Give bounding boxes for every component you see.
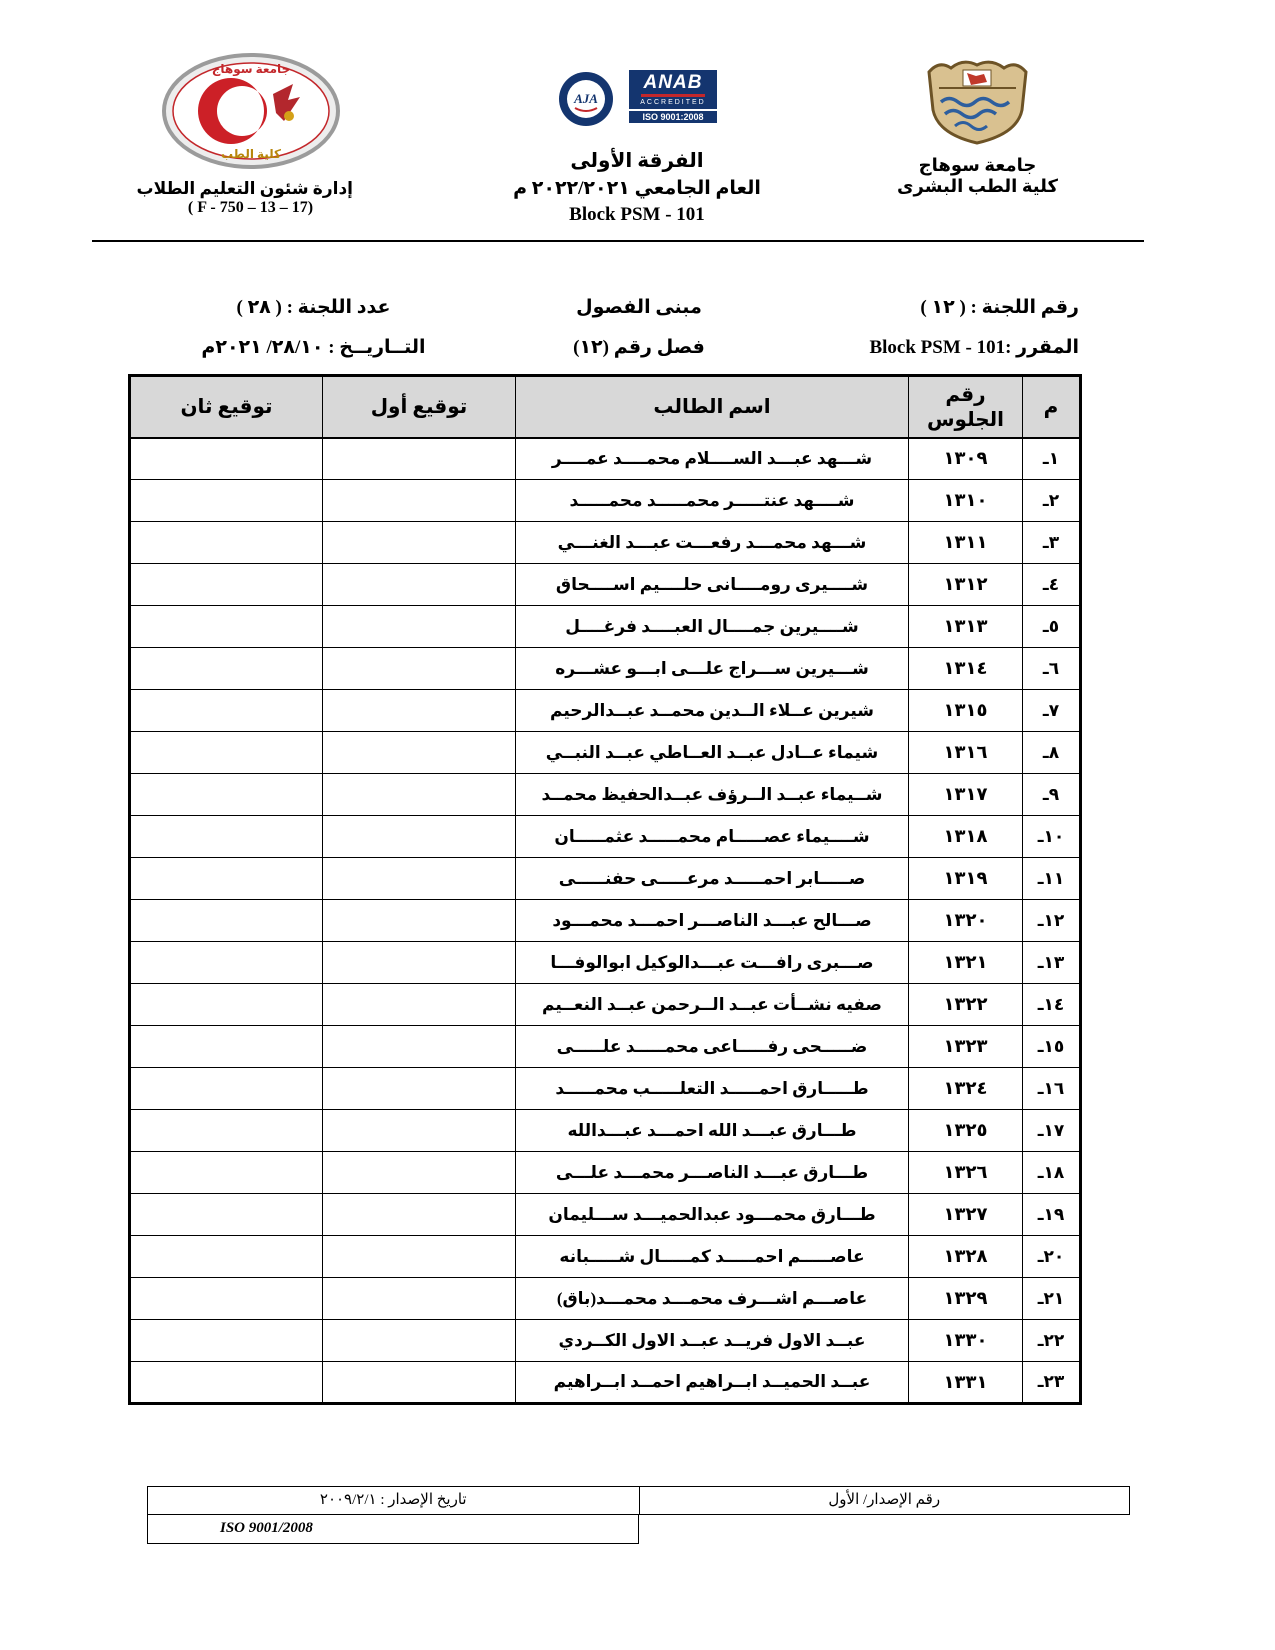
block-title: Block PSM - 101 [569, 204, 705, 225]
seat-number: ١٣٢٣ [909, 1026, 1023, 1068]
form-code: ( F - 750 – 13 – 17) [187, 199, 314, 216]
student-name: صـــبرى رافـــت عبـــدالوكيل ابوالوفـــا [516, 942, 909, 984]
student-name: شــــيرين جمــــال العبــــد فرغــــل [516, 606, 909, 648]
first-signature-cell [323, 858, 516, 900]
student-name: صـــالح عبـــد الناصـــر احمـــد محمـــود [516, 900, 909, 942]
row-index: ١ـ [1023, 438, 1081, 480]
table-row [130, 1068, 1081, 1110]
university-name: جامعة سوهاج [918, 155, 1037, 175]
second-signature-cell [130, 984, 323, 1026]
first-signature-cell [323, 606, 516, 648]
header-right [875, 58, 1080, 197]
seat-number: ١٣٣٠ [909, 1320, 1023, 1362]
table-row [130, 1110, 1081, 1152]
students-table-body [130, 438, 1081, 1404]
table-row [130, 648, 1081, 690]
student-name: ضـــــحى رفـــــاعى محمـــــد علـــــى [516, 1026, 909, 1068]
seat-number: ١٣١٨ [909, 816, 1023, 858]
first-signature-cell [323, 732, 516, 774]
second-signature-cell [130, 816, 323, 858]
student-name: عبــد الاول فريــد عبــد الاول الكــردي [516, 1320, 909, 1362]
first-signature-cell [323, 480, 516, 522]
table-row [130, 1026, 1081, 1068]
student-name: عبــد الحميــد ابــراهيم احمــد ابــراهيم [516, 1362, 909, 1404]
first-signature-cell [323, 522, 516, 564]
row-index: ١٩ـ [1023, 1194, 1081, 1236]
row-index: ١٢ـ [1023, 900, 1081, 942]
second-signature-cell [130, 1278, 323, 1320]
table-row [130, 858, 1081, 900]
table-row [130, 480, 1081, 522]
second-signature-cell [130, 1194, 323, 1236]
table-row [130, 900, 1081, 942]
second-signature-cell [130, 1026, 323, 1068]
table-header-row [130, 376, 1081, 438]
seat-number: ١٣٢٢ [909, 984, 1023, 1026]
first-signature-cell [323, 1068, 516, 1110]
student-name: شيماء عــادل عبــد العــاطي عبــد النبــي [516, 732, 909, 774]
second-signature-cell [130, 942, 323, 984]
second-signature-cell [130, 522, 323, 564]
row-index: ٢٢ـ [1023, 1320, 1081, 1362]
row-index: ٦ـ [1023, 648, 1081, 690]
table-row [130, 984, 1081, 1026]
building-label: مبنى الفصول [576, 297, 702, 318]
first-signature-cell [323, 942, 516, 984]
department-label: إدارة شئون التعليم الطلاب [136, 179, 353, 198]
seat-number: ١٣١١ [909, 522, 1023, 564]
second-signature-cell [130, 648, 323, 690]
issue-number: رقم الإصدار/ الأول [639, 1486, 1131, 1515]
seat-number: ١٣٢٦ [909, 1152, 1023, 1194]
student-name: شـــيرين ســـراج علـــى ابـــو عشـــره [516, 648, 909, 690]
row-index: ٨ـ [1023, 732, 1081, 774]
table-row [130, 564, 1081, 606]
student-name: شــيماء عبــد الــرؤف عبــدالحفيظ محمــد [516, 774, 909, 816]
second-signature-cell [130, 1236, 323, 1278]
first-signature-cell [323, 690, 516, 732]
students-table [128, 374, 1082, 1405]
table-row [130, 606, 1081, 648]
aja-logo [557, 70, 615, 128]
row-index: ١٣ـ [1023, 942, 1081, 984]
seat-number: ١٣٠٩ [909, 438, 1023, 480]
seat-number: ١٣١٣ [909, 606, 1023, 648]
seat-number: ١٣١٢ [909, 564, 1023, 606]
first-signature-cell [323, 1026, 516, 1068]
table-row [130, 942, 1081, 984]
seat-number: ١٣١٦ [909, 732, 1023, 774]
col-header-index: م [1023, 376, 1081, 438]
first-signature-cell [323, 1110, 516, 1152]
student-name: شــــيماء عصـــــام محمـــــد عثمـــــان [516, 816, 909, 858]
seat-number: ١٣٣١ [909, 1362, 1023, 1404]
table-row [130, 732, 1081, 774]
row-index: ٣ـ [1023, 522, 1081, 564]
committee-count: عدد اللجنة : ( ٢٨ ) [236, 297, 391, 318]
faculty-medicine-logo [161, 52, 341, 170]
anab-logo [629, 70, 717, 123]
footer [147, 1486, 1130, 1544]
table-row [130, 774, 1081, 816]
seat-number: ١٣١٩ [909, 858, 1023, 900]
student-name: شـــهد محمـــد رفعـــت عبـــد الغنـــي [516, 522, 909, 564]
student-name: شــــيرى رومــــانى حلــــيم اســــحاق [516, 564, 909, 606]
first-signature-cell [323, 438, 516, 480]
first-signature-cell [323, 1152, 516, 1194]
student-name: صفيه نشــأت عبــد الــرحمن عبــد النعــيم [516, 984, 909, 1026]
faculty-logo-bottom-text: كلية الطب [220, 147, 281, 161]
seat-number: ١٣١٥ [909, 690, 1023, 732]
row-index: ٤ـ [1023, 564, 1081, 606]
second-signature-cell [130, 1362, 323, 1404]
student-name: طـــارق محمـــود عبدالحميـــد ســـليمان [516, 1194, 909, 1236]
table-row [130, 438, 1081, 480]
exam-info [128, 288, 1079, 368]
second-signature-cell [130, 438, 323, 480]
row-index: ٧ـ [1023, 690, 1081, 732]
course-label: المقرر :Block PSM - 101 [869, 337, 1079, 358]
table-row [130, 1278, 1081, 1320]
table-row [130, 816, 1081, 858]
row-index: ٢٣ـ [1023, 1362, 1081, 1404]
second-signature-cell [130, 858, 323, 900]
row-index: ١٥ـ [1023, 1026, 1081, 1068]
seat-number: ١٣١٠ [909, 480, 1023, 522]
student-name: عاصـــــم احمـــــد كمـــــال شـــــبانه [516, 1236, 909, 1278]
second-signature-cell [130, 732, 323, 774]
anab-name: ANAB [643, 72, 703, 93]
student-name: طـــــارق احمـــــد التعلـــــب محمـــــد [516, 1068, 909, 1110]
student-name: شـــهد عبـــد الســــلام محمــــد عمــــر [516, 438, 909, 480]
first-signature-cell [323, 816, 516, 858]
first-signature-cell [323, 900, 516, 942]
student-name: شــــهد عنتـــــر محمـــــد محمـــــد [516, 480, 909, 522]
second-signature-cell [130, 564, 323, 606]
seat-number: ١٣٢٨ [909, 1236, 1023, 1278]
first-signature-cell [323, 984, 516, 1026]
exam-date: التــاريــخ : ٢٨/١٠/ ٢٠٢١م [201, 337, 426, 358]
header-left [136, 52, 353, 217]
second-signature-cell [130, 900, 323, 942]
student-name: عاصـــم اشـــرف محمـــد محمـــد(باق) [516, 1278, 909, 1320]
table-row [130, 1362, 1081, 1404]
student-name: شيرين عــلاء الــدين محمــد عبــدالرحيم [516, 690, 909, 732]
row-index: ١١ـ [1023, 858, 1081, 900]
second-signature-cell [130, 1110, 323, 1152]
student-name: طـــارق عبـــد الله احمـــد عبـــدالله [516, 1110, 909, 1152]
anab-red-bar [641, 94, 705, 97]
faculty-name: كلية الطب البشرى [897, 176, 1058, 196]
table-row [130, 1194, 1081, 1236]
first-signature-cell [323, 1320, 516, 1362]
col-header-student-name: اسم الطالب [516, 376, 909, 438]
first-signature-cell [323, 774, 516, 816]
row-index: ١٧ـ [1023, 1110, 1081, 1152]
row-index: ٢ـ [1023, 480, 1081, 522]
col-header-first-signature: توقيع أول [323, 376, 516, 438]
first-signature-cell [323, 1362, 516, 1404]
table-row [130, 1236, 1081, 1278]
first-signature-cell [323, 1236, 516, 1278]
first-signature-cell [323, 1278, 516, 1320]
iso-label: ISO 9001/2008 [147, 1515, 639, 1544]
academic-year: العام الجامعي ٢٠٢٢/٢٠٢١ م [513, 178, 761, 199]
student-name: طـــارق عبـــد الناصـــر محمـــد علـــى [516, 1152, 909, 1194]
row-index: ٩ـ [1023, 774, 1081, 816]
first-signature-cell [323, 564, 516, 606]
table-row [130, 690, 1081, 732]
seat-number: ١٣١٤ [909, 648, 1023, 690]
sohag-university-logo [925, 58, 1030, 146]
table-row [130, 1152, 1081, 1194]
row-index: ١٨ـ [1023, 1152, 1081, 1194]
row-index: ١٤ـ [1023, 984, 1081, 1026]
committee-number: رقم اللجنة : ( ١٢ ) [920, 297, 1079, 318]
room-label: فصل رقم (١٢) [573, 337, 705, 358]
second-signature-cell [130, 774, 323, 816]
grade-title: الفرقة الأولى [570, 150, 704, 172]
col-header-seat-number: رقم الجلوس [909, 376, 1023, 438]
faculty-logo-top-text: جامعة سوهاج [211, 62, 290, 76]
anab-accredited-label: ACCREDITED [640, 99, 706, 106]
certification-logos [427, 70, 847, 140]
row-index: ١٦ـ [1023, 1068, 1081, 1110]
seat-number: ١٣١٧ [909, 774, 1023, 816]
col-header-second-signature: توقيع ثان [130, 376, 323, 438]
student-name: صـــــابر احمـــــد مرعـــــى حفنـــــى [516, 858, 909, 900]
seat-number: ١٣٢٩ [909, 1278, 1023, 1320]
row-index: ٢٠ـ [1023, 1236, 1081, 1278]
second-signature-cell [130, 1320, 323, 1362]
seat-number: ١٣٢٥ [909, 1110, 1023, 1152]
anab-iso-label: ISO 9001:2008 [629, 111, 717, 123]
seat-number: ١٣٢٤ [909, 1068, 1023, 1110]
header-divider [92, 240, 1144, 242]
first-signature-cell [323, 648, 516, 690]
second-signature-cell [130, 1152, 323, 1194]
seat-number: ١٣٢٠ [909, 900, 1023, 942]
aja-name: AJA [574, 91, 598, 106]
row-index: ١٠ـ [1023, 816, 1081, 858]
second-signature-cell [130, 690, 323, 732]
second-signature-cell [130, 606, 323, 648]
table-row [130, 1320, 1081, 1362]
table-row [130, 522, 1081, 564]
row-index: ٥ـ [1023, 606, 1081, 648]
header-center [427, 70, 847, 226]
seat-number: ١٣٢١ [909, 942, 1023, 984]
row-index: ٢١ـ [1023, 1278, 1081, 1320]
issue-date: تاريخ الإصدار : ٢٠٠٩/٢/١ [147, 1486, 639, 1515]
second-signature-cell [130, 1068, 323, 1110]
first-signature-cell [323, 1194, 516, 1236]
seat-number: ١٣٢٧ [909, 1194, 1023, 1236]
second-signature-cell [130, 480, 323, 522]
